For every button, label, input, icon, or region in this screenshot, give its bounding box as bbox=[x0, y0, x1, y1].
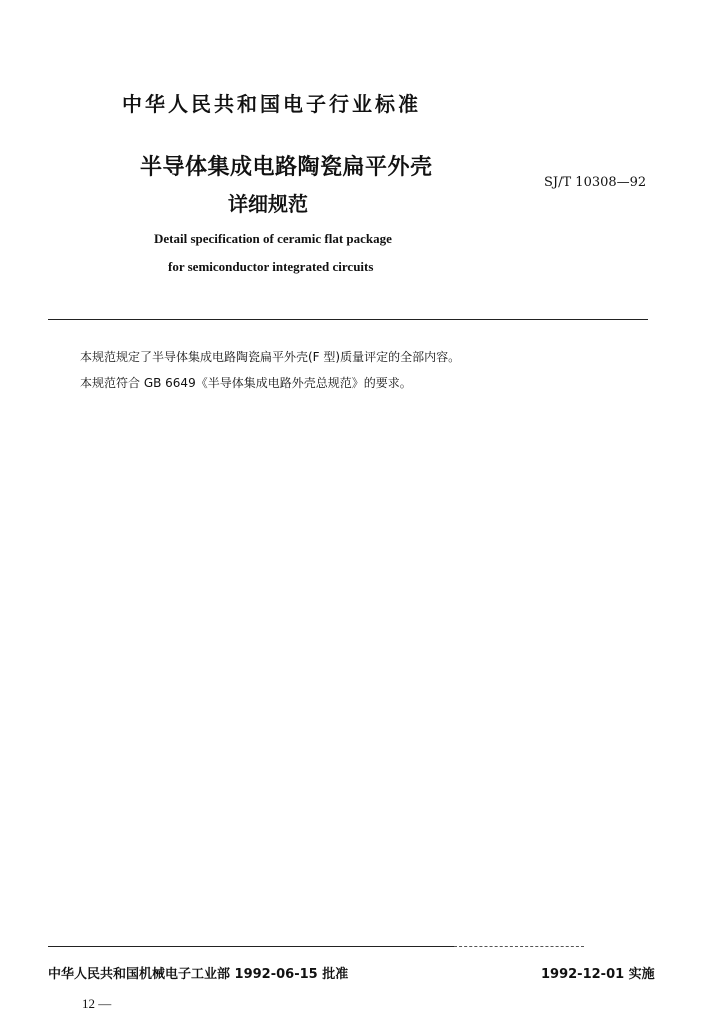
title-cn-line-1: 半导体集成电路陶瓷扁平外壳 bbox=[140, 155, 433, 180]
standard-number: SJ/T 10308—92 bbox=[544, 175, 647, 190]
footer-divider-tail bbox=[454, 946, 584, 947]
title-en-line-2: for semiconductor integrated circuits bbox=[168, 259, 374, 274]
footer-divider bbox=[48, 946, 454, 947]
issuing-authority-heading: 中华人民共和国电子行业标准 bbox=[122, 92, 421, 116]
header-divider bbox=[48, 319, 648, 320]
body-paragraph: 本规范符合 GB 6649《半导体集成电路外壳总规范》的要求。 bbox=[80, 376, 412, 390]
body-paragraph: 本规范规定了半导体集成电路陶瓷扁平外壳(F 型)质量评定的全部内容。 bbox=[80, 350, 461, 364]
approval-line: 中华人民共和国机械电子工业部 1992-06-15 批准 bbox=[48, 967, 349, 982]
implementation-date: 1992-12-01 实施 bbox=[541, 967, 655, 982]
title-cn-line-2: 详细规范 bbox=[228, 192, 308, 216]
page-number: 12 — bbox=[82, 996, 112, 1011]
title-en-line-1: Detail specification of ceramic flat package bbox=[154, 231, 392, 246]
